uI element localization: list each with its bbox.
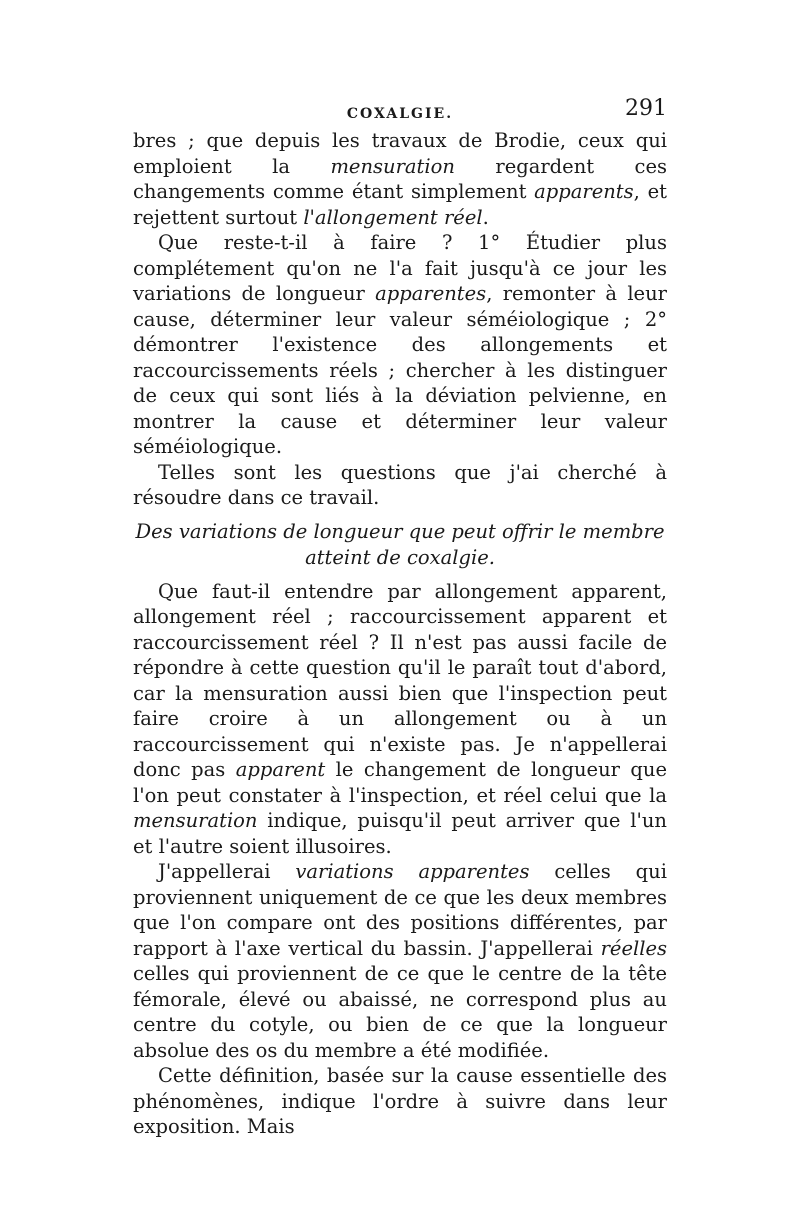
text-run: . (482, 205, 489, 229)
running-title: COXALGIE. (346, 106, 454, 122)
text-run: Que reste-t-il à faire ? 1° Étudier plus complétement qu'on ne l'a fait jusqu'à ce jour les variations de longueur (133, 231, 667, 305)
italic-run: l'allongement réel (303, 205, 483, 229)
paragraph-6: Cette définition, basée sur la cause essentielle des phénomènes, indique l'ordre à suivre dans leur exposition. Mais (133, 1064, 667, 1138)
paragraph-5 (133, 859, 667, 1063)
text-run: indique, puisqu'il peut arriver que l'un et l'autre soient illusoires. (133, 809, 667, 858)
italic-run: réelles (600, 936, 667, 960)
paragraph-2 (133, 230, 667, 460)
text-run: celles qui proviennent uniquement de ce que les deux membres que l'on compare ont des positions différentes, par rapport à l'axe vertical du bassin. J'appellerai (133, 860, 667, 960)
text-run: le changement de longueur que l'on peut constater à l'inspection, et réel celui que la (133, 758, 667, 807)
text-run: , remonter à leur cause, déterminer leur valeur séméiologique ; 2° démontrer l'existence des allongements et raccourcissements réels ; chercher à les distinguer de ceux qui sont liés à la déviation pelvienne, en montrer la cause et déterminer leur valeur séméiologique. (133, 282, 667, 458)
text-run: regardent ces changements comme étant simplement (133, 154, 668, 203)
text-run: bres ; que depuis les travaux de Brodie, ceux qui emploient la (133, 129, 667, 178)
paragraph-3: Telles sont les questions que j'ai cherché à résoudre dans ce travail. (133, 460, 667, 509)
italic-run: mensuration (330, 154, 455, 178)
text-run: Que faut-il entendre par allongement apparent, allongement réel ; raccourcissement apparent et raccourcissement réel ? Il n'est pas aussi facile de répondre à cette question qu'il le paraît tout d'abord, car la mensuration aussi bien que l'inspection peut faire croire à un allongement ou à un raccourcissement qui n'existe pas. Je n'appellerai donc pas (133, 579, 667, 781)
italic-run: apparents (534, 180, 634, 203)
text-run: celles qui proviennent de ce que le centre de la tête fémorale, élevé ou abaissé, ne correspond plus au centre du cotyle, ou bien de ce que la longueur absolue des os du membre a été modifiée. (133, 962, 667, 1062)
section-heading-line-2: atteint de coxalgie. (305, 545, 495, 569)
paragraph-4 (133, 579, 667, 860)
section-heading-line-1: Des variations de longueur que peut offrir le membre (135, 519, 665, 543)
italic-run: apparent (235, 758, 326, 781)
page-number: 291 (625, 96, 667, 121)
running-head (133, 96, 667, 126)
text-block (133, 96, 667, 1140)
paragraph-1 (133, 128, 667, 230)
section-heading (133, 519, 667, 571)
italic-run: mensuration (133, 809, 258, 832)
text-run: , et rejettent surtout (133, 180, 667, 229)
italic-run: apparentes (375, 282, 487, 305)
italic-run: variations apparentes (295, 860, 530, 883)
text-run: J'appellerai (158, 860, 296, 883)
